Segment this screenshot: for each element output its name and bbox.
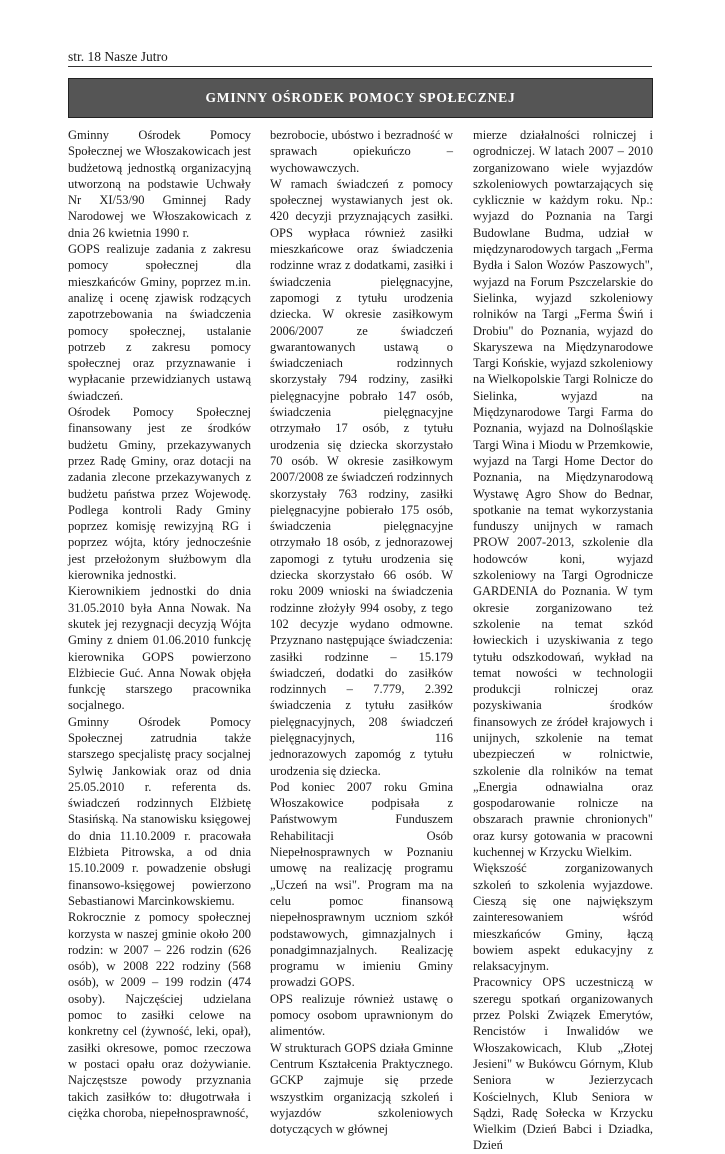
paragraph: Kierownikiem jednostki do dnia 31.05.2010 była Anna Nowak. Na skutek jej rezygnacji decyzją Wójta Gminy z dniem 01.06.2010 funkcję kierownika GOPS powierzono Elżbiecie Guć. Anna Nowak objęła funkcję starszego pracownika socjalnego. bbox=[68, 584, 251, 713]
text-column-1 bbox=[68, 127, 251, 1121]
section-title: GMINNY OŚRODEK POMOCY SPOŁECZNEJ bbox=[205, 90, 516, 105]
text-column-2 bbox=[270, 127, 453, 1137]
paragraph: Większość zorganizowanych szkoleń to szkolenia wyjazdowe. Cieszą się one największym zainteresowaniem wśród mieszkańców Gminy, łączą bowiem aspekt edukacyjny z relaksacyjnym. bbox=[473, 861, 653, 974]
paragraph: Ośrodek Pomocy Społecznej finansowany jest ze środków budżetu Gminy, przekazywanych przez Radę Gminy, oraz dotacji na zadania zlecone przekazywanych z budżetu państwa przez Wojewodę. Podlega kontroli Rady Gminy poprzez komisję rewizyjną RG i poprzez wójta, który jednocześnie jest przełożonym służbowym dla kierownika jednostki. bbox=[68, 405, 251, 583]
section-banner bbox=[68, 78, 653, 118]
paragraph: bezrobocie, ubóstwo i bezradność w sprawach opiekuńczo – wychowawczych. bbox=[270, 128, 453, 175]
paragraph: OPS realizuje również ustawę o pomocy osobom uprawnionym do alimentów. bbox=[270, 991, 453, 1039]
magazine-title: Nasze Jutro bbox=[104, 49, 168, 64]
paragraph: mierze działalności rolniczej i ogrodniczej. W latach 2007 – 2010 zorganizowano wiele wyjazdów szkoleniowych powtarzających się cyklicznie w każdym roku. Np.: wyjazd do Poznania na Targi Budowlane Budma, udział w międzynarodowych targach „Ferma Bydła i Salon Wozów Paszowych", wyjazd na Forum Pszczelarskie do Sielinka, wyjazd szkoleniowy rolników na Targi „Ferma Świń i Drobiu" do Poznania, wyjazd do Skaryszewa na Międzynarodowe Targi Końskie, wyjazd szkoleniowy na Wielkopolskie Targi Rolnicze do Sielinka, wyjazd na Międzynarodowe Targi Farma do Poznania, wyjazd na Dolnośląskie Targi Wina i Miodu w Przemkowie, wyjazd na Targi Home Dector do Poznania, na Międzynarodową Wystawę Agro Show do Bednar, spotkanie na temat wykorzystania funduszy unijnych w ramach PROW 2007-2013, szkolenie dla hodowców koni, wyjazd szkoleniowy na Targi Ogrodnicze GARDENIA do Poznania. W tym okresie zorganizowano też szkolenie na temat szkód łowieckich i uzyskiwania z tego tytułu odszkodowań, wykład na temat nowości w technologii produkcji rolniczej oraz pozyskiwania środków finansowych ze źródeł krajowych i unijnych, szkolenie na temat ubezpieczeń w rolnictwie, szkolenie dla rolników na temat „Energia odnawialna oraz gospodarowanie rolnicze na obszarach prawnie chronionych" oraz kursy gotowania w pracowni kuchennej w Krzycku Wielkim. bbox=[473, 128, 653, 860]
paragraph: GOPS realizuje zadania z zakresu pomocy społecznej dla mieszkańców Gminy, poprzez m.in. analizę i ocenę zjawisk rodzących zapotrzebowania na świadczenia pomocy społecznej, ustalanie potrzeb z zakresu pomocy społecznej oraz przyznawanie i wypłacanie przewidzianych ustawą świadczeń. bbox=[68, 242, 251, 403]
paragraph: Pracownicy OPS uczestniczą w szeregu spotkań organizowanych przez Polski Związek Emerytów, Rencistów i Inwalidów we Włoszakowicach, Klub „Złotej Jesieni" w Bukówcu Górnym, Klub Seniora w Jezierzycach Kościelnych, Klub Seniora w Sądzi, Radę Sołecka w Krzycku Wielkim (Dzień Babci i Dziadka, Dzień bbox=[473, 975, 653, 1153]
page-number: str. 18 bbox=[68, 49, 102, 64]
paragraph: Gminny Ośrodek Pomocy Społecznej zatrudnia także starszego specjalistę pracy socjalnej Sylwię Jankowiak oraz od dnia 25.05.2010 r. referenta ds. świadczeń rodzinnych Elżbietę Stasińską. Na stanowisku księgowej do dnia 11.10.2009 r. pracowała Elżbieta Pitrowska, a od dnia 15.10.2009 r. powadzenie obsługi finansowo-księgowej powierzono Sebastianowi Marcinkowskiemu. bbox=[68, 714, 251, 908]
running-header bbox=[68, 50, 652, 67]
text-column-3 bbox=[473, 127, 653, 1154]
paragraph: Gminny Ośrodek Pomocy Społecznej we Włoszakowicach jest budżetową jednostką organizacyjną utworzoną na podstawie Uchwały Nr XI/53/90 Gminnej Rady Narodowej we Włoszakowicach z dnia 26 kwietnia 1990 r. bbox=[68, 128, 251, 240]
paragraph: W strukturach GOPS działa Gminne Centrum Kształcenia Praktycznego. GCKP zajmuje się przede wszystkim organizacją szkoleń i wyjazdów szkoleniowych dotyczących w głównej bbox=[270, 1040, 453, 1137]
paragraph: W ramach świadczeń z pomocy społecznej wystawianych jest ok. 420 decyzji przyznających zasiłki. OPS wypłaca również zasiłki mieszkańcowe oraz świadczenia rodzinne wraz z dodatkami, zasiłki i świadczenia pielęgnacyjne, zapomogi z tytułu urodzenia dziecka. W okresie zasiłkowym 2006/2007 ze świadczeń gwarantowanych ustawą o świadczeniach rodzinnych skorzystały 794 rodziny, zasiłki pielęgnacyjne pobrało 147 osób, świadczenia pielęgnacyjne otrzymało 17 osób, z tytułu urodzenia się dziecka skorzystało 70 osób. W okresie zasiłkowym 2007/2008 ze świadczeń rodzinnych skorzystały 763 rodziny, zasiłki pielęgnacyjne pobierało 175 osób, świadczenia pielęgnacyjne otrzymało 18 osób, z jednorazowej zapomogi z tytułu urodzenia się dziecka skorzystało 66 osób. W roku 2009 wnioski na świadczenia rodzinne złożyły 994 osoby, z tego 102 decyzje wydano odmowne. Przyznano następujące świadczenia: zasiłki rodzinne – 15.179 świadczeń, dodatki do zasiłków rodzinnych – 7.779, 2.392 świadczenia z tytułu zasiłków pielęgnacyjnych, 208 świadczeń pielęgnacyjnych, 116 jednorazowych zapomóg z tytułu urodzenia się dziecka. bbox=[270, 176, 453, 778]
paragraph: Pod koniec 2007 roku Gmina Włoszakowice podpisała z Państwowym Funduszem Rehabilitacji Osób Niepełnosprawnych w Poznaniu umowę na realizację programu „Uczeń na wsi". Program ma na celu pomoc finansową niepełnosprawnym uczniom szkół podstawowych, gimnazjalnych i ponadgimnazjalnych. Realizację programu w imieniu Gminy prowadzi GOPS. bbox=[270, 779, 453, 990]
paragraph: Rokrocznie z pomocy społecznej korzysta w naszej gminie około 200 rodzin: w 2007 – 226 rodzin (626 osób), w 2008 222 rodziny (568 osób), w 2009 – 199 rodzin (474 osoby). Najczęściej udzielana pomoc to zasiłki celowe na konkretny cel (żywność, leki, opał), zasiłki okresowe, pomoc rzeczowa w postaci opału oraz dożywianie. Najczęstsze powody przyznania takich zasiłków to: długotrwała i ciężka choroba, niepełnosprawność, bbox=[68, 910, 251, 1120]
